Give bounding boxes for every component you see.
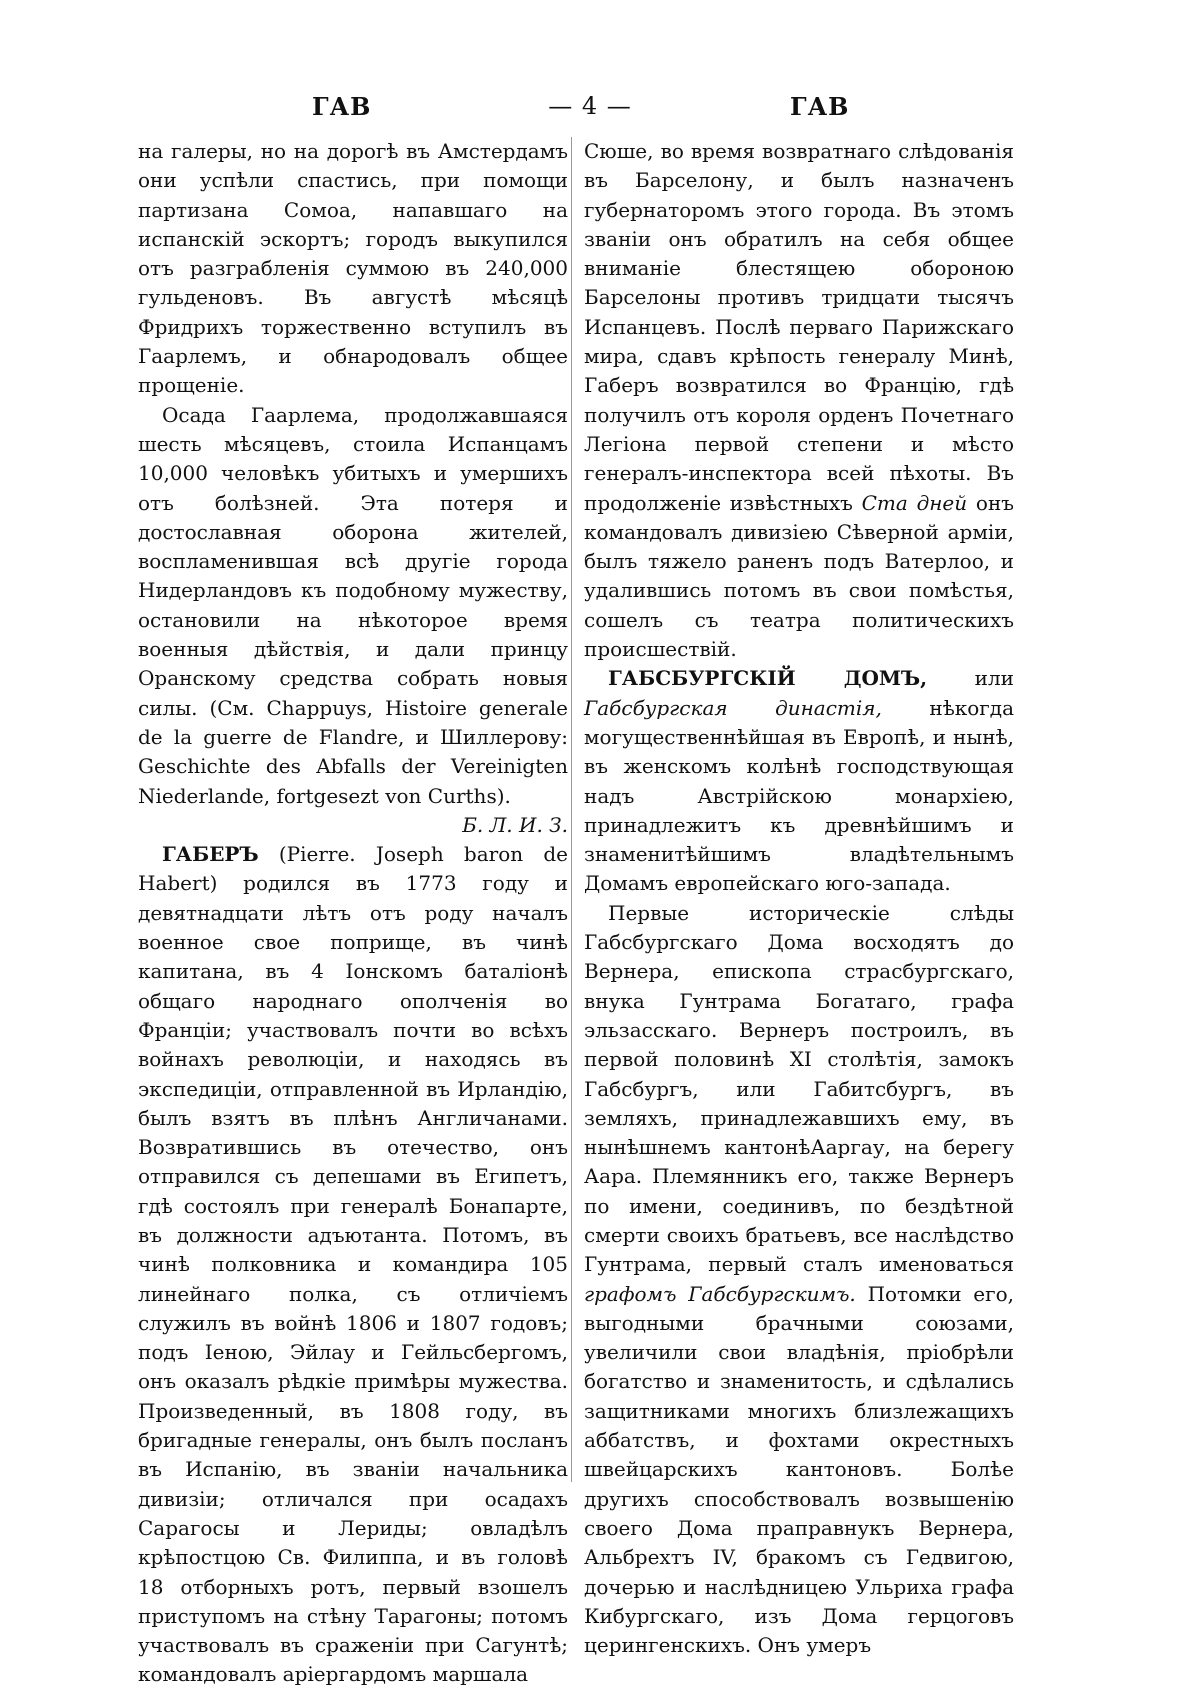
right-column <box>584 137 1014 1660</box>
paragraph-left-1: на галеры, но на дорогѣ въ Амстердамъ они успѣли спастись, при помощи партизана Сомоа, напавшаго на испанскій эскортъ; городъ выкупился отъ разграбленія суммою въ 240,000 гульденовъ. Въ августѣ мѣсяцѣ Фридрихъ торжественно вступилъ въ Гаарлемъ, и обнародовалъ общее прощеніе. <box>138 139 568 398</box>
page-number: — 4 — <box>548 92 632 120</box>
paragraph-right-3-text-b: Потомки его, выгодными брачными союзами, увеличили свои владѣнія, пріобрѣли богатство и знаменитость, и сдѣлались защитниками многихъ близлежащихъ аббатствъ, и фохтами окрестныхъ швейцарскихъ кантоновъ. Болѣе другихъ способствовалъ возвышенію своего Дома праправнукъ Вернера, Альбрехтъ IV, бракомъ съ Гедвигою, дочерью и наслѣдницею Ульриха графа Кибургскаго, изъ Дома герцоговъ церингенскихъ. Онъ умеръ <box>584 1281 1015 1658</box>
paragraph-right-3-text-a: Первые историческіе слѣды Габсбургскаго Дома восходятъ до Вернера, епископа страсбургскаго, внука Гунтрама Богатаго, графа эльзасскаго. Вернеръ построилъ, въ первой половинѣ XI столѣтія, замокъ Габсбургъ, или Габитсбургъ, въ земляхъ, принадлежавшихъ ему, въ нынѣшнемъ кантонѣАаргау, на берегу Аара. Племянникъ его, также Вернеръ по имени, соединивъ, по бездѣтной смерти своихъ братьевъ, все наслѣдство Гунтрама, первый сталъ именоваться <box>584 900 1014 1277</box>
paragraph-left-2: Осада Гаарлема, продолжавшаяся шесть мѣсяцевъ, стоила Испанцамъ 10,000 человѣкъ убитыхъ и умершихъ отъ болѣзней. Эта потеря и достославная оборона жителей, воспламенившая всѣ другіе города Нидерландовъ къ подобному мужеству, остановили на нѣкоторое время военныя дѣйствія, и дали принцу Оранскому средства собрать новыя силы. (См. Chappuys, Histoire generale de la guerre de Flandre, и Шиллерову: Geschichte des Abfalls der Vereinigten Niederlande, fortgesezt von Curths). <box>138 402 568 808</box>
running-header-left: ГАВ <box>312 92 372 121</box>
paragraph-right-1-italic: Ста дней <box>861 490 968 515</box>
paragraph-right-1 <box>584 137 1014 664</box>
entry-text-gaber: (Pierre. Joseph baron de Habert) родился въ 1773 году и девятнадцати лѣтъ отъ роду началъ военное свое поприще, въ чинѣ капитана, въ 4 Іонскомъ баталіонѣ общаго народнаго ополченія во Франціи; участвовалъ почти во всѣхъ войнахъ революціи, и находясь въ экспедиціи, отправленной въ Ирландію, былъ взятъ въ плѣнъ Англичанами. Возвратившись въ отечество, онъ отправился съ депешами въ Египетъ, гдѣ состоялъ при генералѣ Бонапарте, въ должности адъютанта. Потомъ, въ чинѣ полковника и командира 105 линейнаго полка, съ отличіемъ служилъ въ войнѣ 1806 и 1807 годовъ; подъ Іеною, Эйлау и Гейльсбергомъ, онъ оказалъ рѣдкіе примѣры мужества. Произведенный, въ 1808 году, въ бригадные генералы, онъ былъ посланъ въ Испанію, въ званіи начальника дивизіи; отличался при осадахъ Сарагосы и Лериды; овладѣлъ крѣпостцою Св. Филиппа, и въ головѣ 18 отборныхъ ротъ, первый взошелъ приступомъ на стѣну Тарагоны; потомъ участвовалъ въ сраженіи при Сагунтѣ; командовалъ аріергардомъ маршала <box>138 842 569 1687</box>
paragraph-right-1-text: Сюше, во время возвратнаго слѣдованія въ Барселону, и былъ назначенъ губернаторомъ этого города. Въ этомъ званіи онъ обратилъ на себя общее вниманіе блестящею обороною Барселоны противъ тридцати тысячъ Испанцевъ. Послѣ перваго Парижскаго мира, сдавъ крѣпость генералу Минѣ, Габеръ возвратился во Францію, гдѣ получилъ отъ короля орденъ Почетнаго Легіона первой степени и мѣсто генералъ-инспектора всей пѣхоты. Въ продолженіе извѣстныхъ <box>584 139 1014 515</box>
paragraph-right-2 <box>584 664 1014 898</box>
entry-heading-italic: Габсбургская династія, <box>584 695 882 720</box>
paragraph-left-3 <box>138 840 568 1690</box>
entry-text-habsburg: нѣкогда могущественнѣйшая въ Европѣ, и нынѣ, въ женскомъ колѣнѣ господствующая надъ Австрійскою монархіею, принадлежитъ къ древнѣйшимъ и знаменитѣйшимъ владѣтельнымъ Домамъ европейскаго юго-запада. <box>584 695 1015 896</box>
entry-heading-habsburg: ГАБСБУРГСКІЙ ДОМЪ, <box>608 666 928 691</box>
entry-heading-gaber: ГАБЕРЪ <box>162 842 259 867</box>
left-column <box>138 137 568 1690</box>
entry-heading-connector: или <box>974 666 1014 691</box>
running-header-right: ГАВ <box>790 92 850 121</box>
paragraph-right-3-italic: графомъ Габсбургскимъ. <box>584 1281 856 1306</box>
author-signature: Б. Л. И. З. <box>462 812 568 837</box>
paragraph-right-1-tail: онъ командовалъ дивизіею Сѣверной арміи, былъ тяжело раненъ подъ Ватерлоо, и удалившись потомъ въ свои помѣстья, сошелъ съ театра политическихъ происшествій. <box>584 490 1015 662</box>
column-divider <box>571 137 572 1482</box>
paragraph-right-3 <box>584 899 1014 1661</box>
